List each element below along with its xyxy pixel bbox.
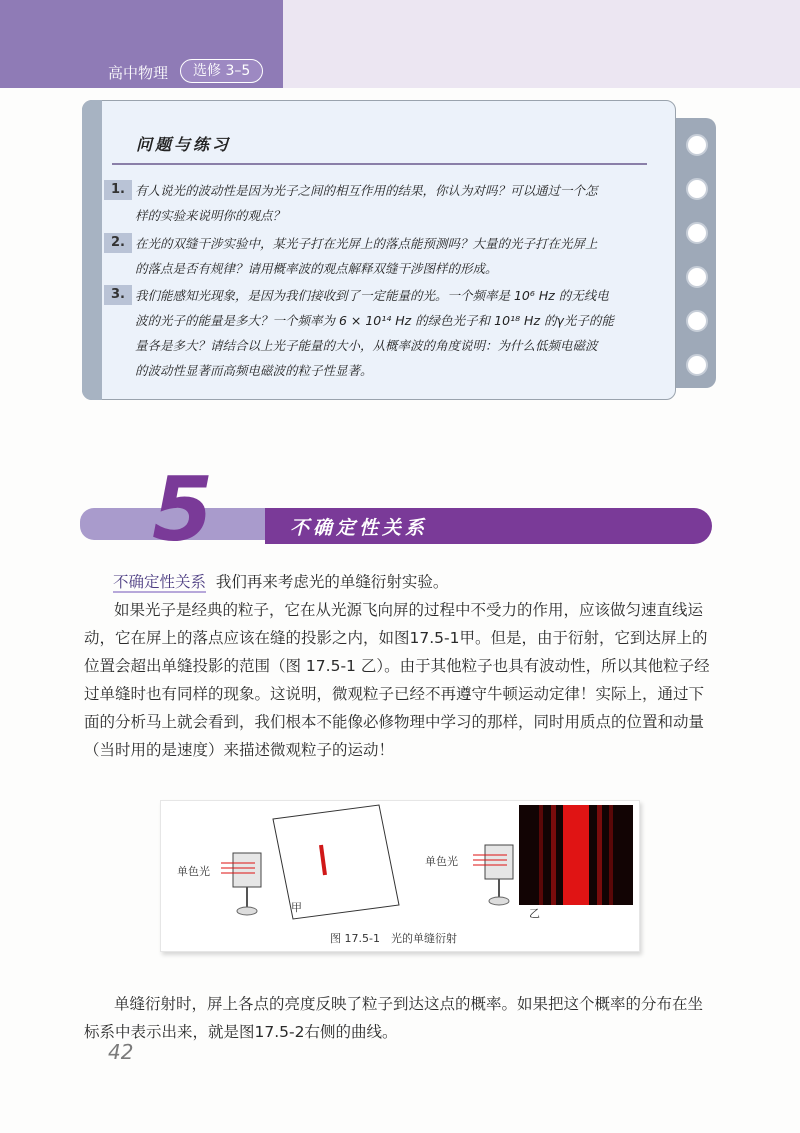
body-line: 过单缝时也有同样的现象。这说明，微观粒子已经不再遵守牛顿运动定律！实际上，通过下 — [84, 685, 705, 703]
exercise-line: 有人说光的波动性是因为光子之间的相互作用的结果，你认为对吗？可以通过一个怎 — [135, 183, 598, 198]
keyword-term: 不确定性关系 — [113, 573, 207, 591]
exercise-item — [135, 283, 650, 383]
exercise-item — [135, 231, 650, 281]
binder-ring-icon — [686, 310, 708, 332]
exercise-item — [135, 178, 650, 228]
section-title: 不确定性关系 — [290, 517, 429, 539]
section-number: 5 — [152, 458, 214, 561]
volume-badge: 选修 3–5 — [180, 59, 263, 83]
exercise-line: 量各是多大？请结合以上光子能量的大小，从概率波的角度说明：为什么低频电磁波 — [135, 338, 598, 353]
page-number: 42 — [108, 1040, 134, 1064]
body-line: 动，它在屏上的落点应该在缝的投影之内，如图17.5-1甲。但是，由于衍射，它到达屏上的 — [84, 629, 708, 647]
body-line: 单缝衍射时，屏上各点的亮度反映了粒子到达这点的概率。如果把这个概率的分布在坐 — [114, 995, 704, 1013]
exercise-line: 的波动性显著而高频电磁波的粒子性显著。 — [135, 363, 373, 378]
closing-paragraph — [84, 990, 714, 1046]
label-monochromatic-light-right: 单色光 — [425, 855, 458, 868]
body-paragraph — [84, 596, 714, 764]
exercise-line: 在光的双缝干涉实验中，某光子打在光屏上的落点能预测吗？大量的光子打在光屏上 — [135, 236, 598, 251]
exercise-number: 2. — [104, 233, 132, 253]
binder-ring-icon — [686, 178, 708, 200]
body-line: 面的分析马上就会看到，我们根本不能像必修物理中学习的那样，同时用质点的位置和动量 — [84, 713, 705, 731]
intro-paragraph — [113, 568, 743, 596]
header-band-light — [283, 0, 800, 88]
label-monochromatic-light-left: 单色光 — [177, 865, 210, 878]
exercise-panel-edge — [82, 100, 102, 400]
slit-apparatus-right — [473, 845, 513, 905]
binder-ring-icon — [686, 266, 708, 288]
intro-text: 我们再来考虑光的单缝衍射实验。 — [215, 573, 449, 591]
diffraction-illustration — [161, 801, 639, 951]
exercise-line: 波的光子的能量是多大？一个频率为 6 × 10¹⁴ Hz 的绿色光子和 10¹⁸ Hz 的γ光子的能 — [135, 313, 614, 328]
notebook-tab-strip — [674, 118, 716, 388]
screen-right-diffraction-pattern — [519, 805, 633, 905]
exercise-line: 我们能感知光现象，是因为我们接收到了一定能量的光。一个频率是 10⁶ Hz 的无线电 — [135, 288, 609, 303]
body-line: 位置会超出单缝投影的范围（图 17.5-1 乙）。由于其他粒子也具有波动性，所以其他粒子经 — [84, 657, 710, 675]
figure-caption: 图 17.5-1 光的单缝衍射 — [330, 932, 457, 945]
exercise-divider — [112, 163, 647, 165]
body-line: 如果光子是经典的粒子，它在从光源飞向屏的过程中不受力的作用，应该做匀速直线运 — [114, 601, 704, 619]
binder-ring-icon — [686, 134, 708, 156]
exercise-title: 问题与练习 — [136, 135, 232, 154]
binder-ring-icon — [686, 354, 708, 376]
exercise-number: 1. — [104, 180, 132, 200]
body-line: （当时用的是速度）来描述微观粒子的运动！ — [84, 741, 395, 759]
slit-apparatus-left — [221, 853, 261, 915]
binder-ring-icon — [686, 222, 708, 244]
exercise-number: 3. — [104, 285, 132, 305]
book-title: 高中物理 — [108, 64, 169, 82]
body-line: 标系中表示出来，就是图17.5-2右侧的曲线。 — [84, 1023, 398, 1041]
label-yi: 乙 — [529, 907, 540, 920]
exercise-line: 样的实验来说明你的观点？ — [135, 208, 286, 223]
label-jia: 甲 — [291, 901, 302, 914]
exercise-line: 的落点是否有规律？请用概率波的观点解释双缝干涉图样的形成。 — [135, 261, 498, 276]
